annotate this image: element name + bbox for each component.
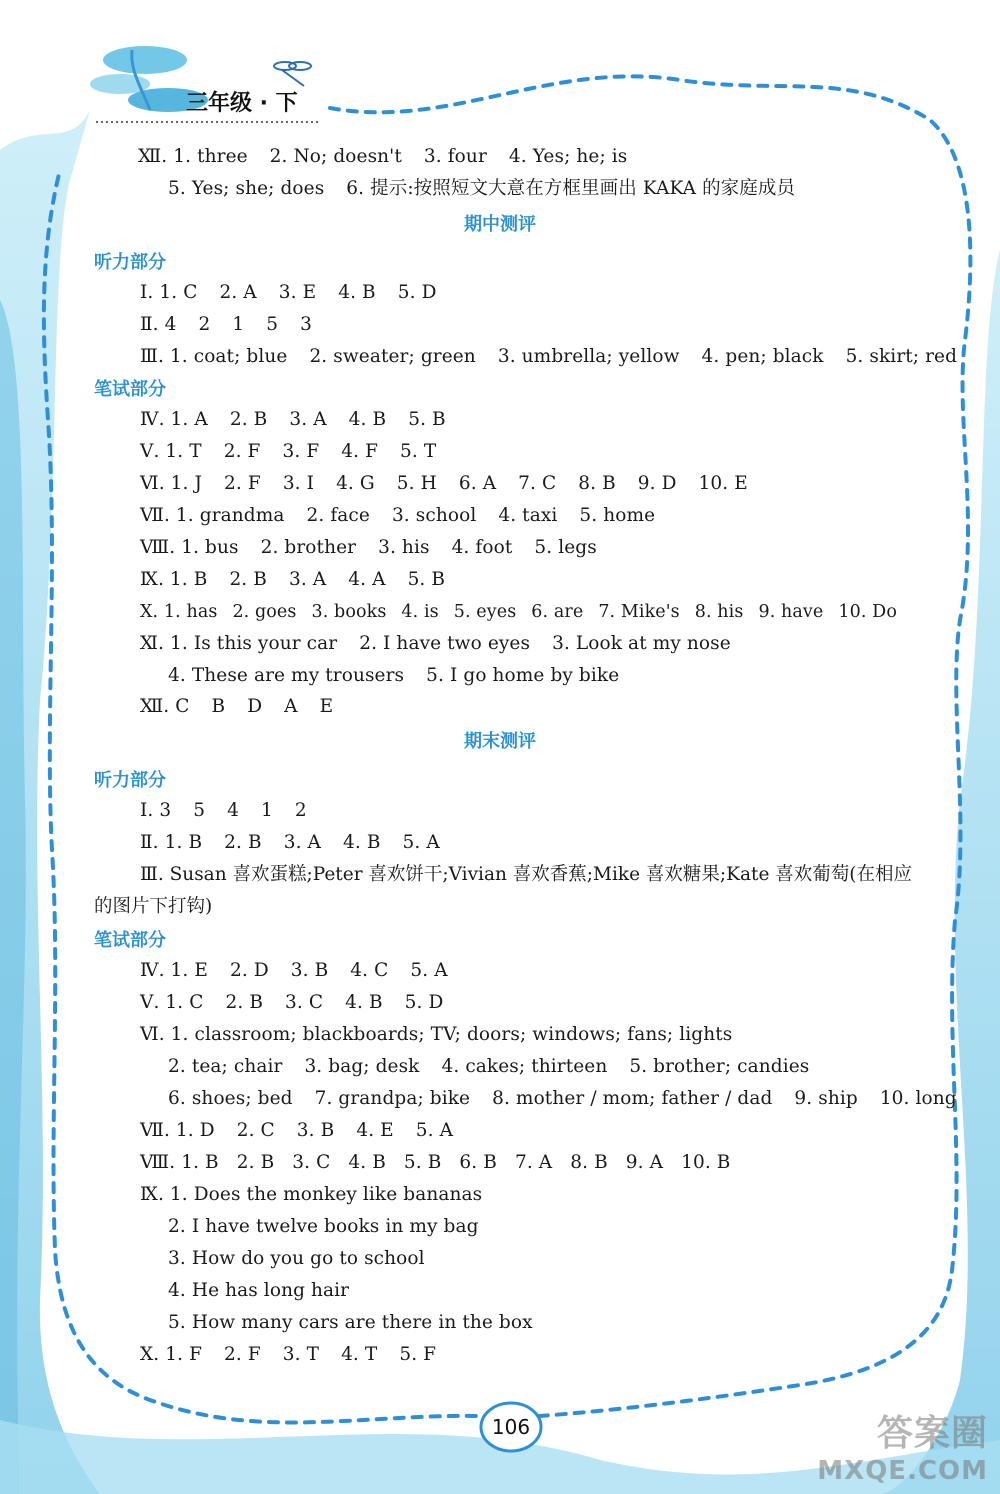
answer-line: Ⅹ. 1. has 2. goes 3. books 4. is 5. eyes 6. are 7. Mike's 8. his 9. have 10. Do (140, 602, 897, 622)
answer-line: 2. I have twelve books in my bag (168, 1216, 479, 1237)
answer-line: Ⅻ. 1. three 2. No; doesn't 3. four 4. Yes; he; is (138, 146, 628, 167)
listening-label: 听力部分 (94, 252, 166, 273)
listening-label: 听力部分 (94, 770, 166, 791)
site-watermark: 答案圈 MXQE.COM (817, 1413, 988, 1486)
answer-line: 4. These are my trousers 5. I go home by bike (168, 665, 620, 686)
answer-line: 3. How do you go to school (168, 1248, 425, 1269)
page-number: 106 (491, 1415, 531, 1439)
answer-line: Ⅳ. 1. E 2. D 3. B 4. C 5. A (140, 960, 448, 981)
answer-line: Ⅳ. 1. A 2. B 3. A 4. B 5. B (140, 409, 446, 430)
answer-line: Ⅴ. 1. T 2. F 3. F 4. F 5. T (140, 441, 437, 462)
answer-line: Ⅵ. 1. classroom; blackboards; TV; doors; windows; fans; lights (140, 1024, 733, 1045)
answer-line: Ⅲ. 1. coat; blue 2. sweater; green 3. umbrella; yellow 4. pen; black 5. skirt; red (140, 346, 958, 367)
answer-line: Ⅷ. 1. B 2. B 3. C 4. B 5. B 6. B 7. A 8. B 9. A 10. B (140, 1152, 731, 1173)
grade-label: 三年级 · 下 (186, 91, 298, 116)
answer-line: Ⅱ. 4 2 1 5 3 (140, 314, 313, 335)
answer-line: Ⅰ. 3 5 4 1 2 (140, 800, 307, 821)
answer-line: 4. He has long hair (168, 1280, 350, 1301)
answer-line: Ⅻ. C B D A E (140, 696, 334, 717)
dragonfly-icon (274, 62, 311, 86)
section-title-final: 期末测评 (464, 731, 536, 752)
answer-line: Ⅺ. 1. Is this your car 2. I have two eyes 3. Look at my nose (140, 633, 731, 654)
answer-line: Ⅰ. 1. C 2. A 3. E 4. B 5. D (140, 282, 437, 303)
answer-paragraph: Ⅲ. Susan 喜欢蛋糕;Peter 喜欢饼干;Vivian 喜欢香蕉;Mike 喜欢糖果;Kate 喜欢葡萄(在相应的图片下打钩) (94, 864, 912, 917)
answer-line: Ⅸ. 1. B 2. B 3. A 4. A 5. B (140, 569, 446, 590)
answer-line: Ⅶ. 1. D 2. C 3. B 4. E 5. A (140, 1120, 454, 1141)
answer-line: 2. tea; chair 3. bag; desk 4. cakes; thirteen 5. brother; candies (168, 1056, 810, 1077)
answer-line: Ⅱ. 1. B 2. B 3. A 4. B 5. A (140, 832, 440, 853)
answer-line: Ⅸ. 1. Does the monkey like bananas (140, 1184, 483, 1205)
answer-line: Ⅵ. 1. J 2. F 3. I 4. G 5. H 6. A 7. C 8. B 9. D 10. E (140, 473, 748, 494)
answer-line: Ⅷ. 1. bus 2. brother 3. his 4. foot 5. legs (140, 537, 597, 558)
section-title-midterm: 期中测评 (464, 214, 536, 235)
answer-line: 5. Yes; she; does 6. 提示:按照短文大意在方框里画出 KAKA 的家庭成员 (168, 178, 796, 199)
answer-line: Ⅶ. 1. grandma 2. face 3. school 4. taxi 5. home (140, 505, 656, 526)
answer-line: 5. How many cars are there in the box (168, 1312, 533, 1333)
written-label: 笔试部分 (94, 379, 166, 400)
answer-line: Ⅴ. 1. C 2. B 3. C 4. B 5. D (140, 992, 444, 1013)
written-label: 笔试部分 (94, 930, 166, 951)
answer-line: Ⅹ. 1. F 2. F 3. T 4. T 5. F (140, 1344, 437, 1365)
answer-line: 6. shoes; bed 7. grandpa; bike 8. mother / mom; father / dad 9. ship 10. long (168, 1088, 957, 1109)
